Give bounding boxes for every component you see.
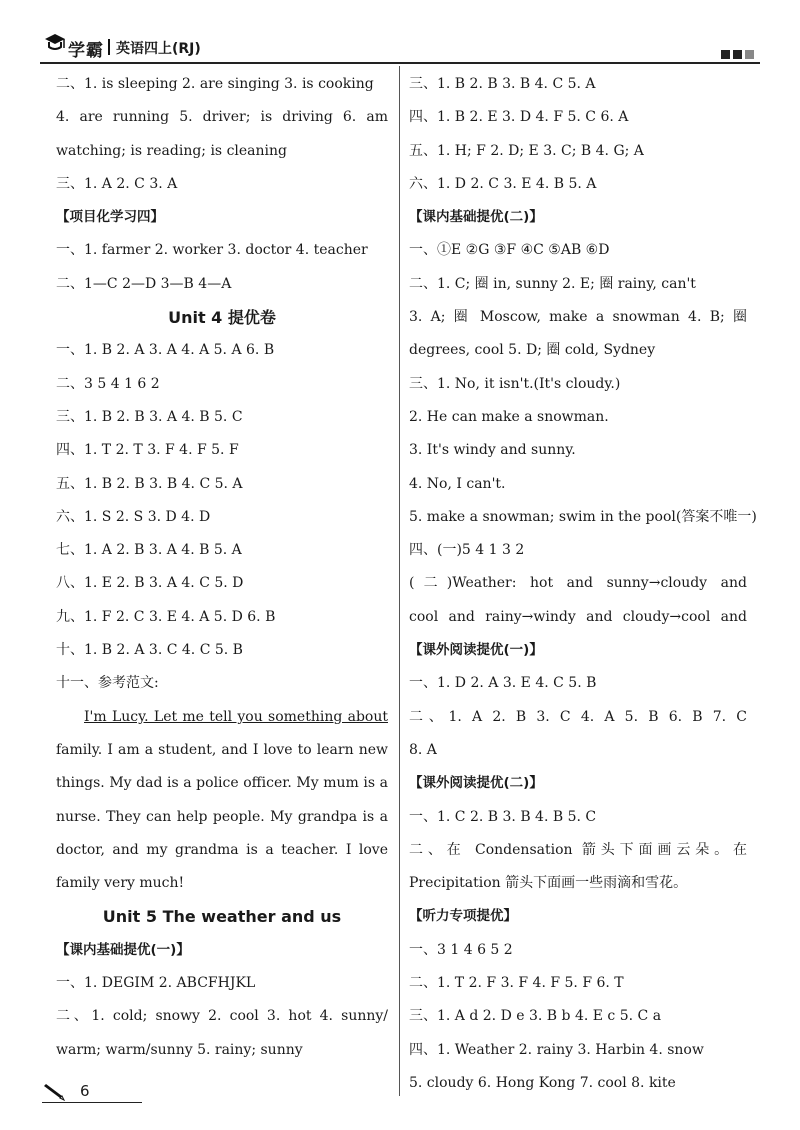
- answer-line: 三、1. No, it isn't.(It's cloudy.): [409, 375, 621, 392]
- answer-line: nurse. They can help people. My grandpa is a: [56, 808, 388, 825]
- answer-line: cool and rainy→windy and cloudy→cool and: [409, 608, 747, 625]
- answer-line: 九、1. F 2. C 3. E 4. A 5. D 6. B: [56, 608, 276, 625]
- answer-line: 二、1—C 2—D 3—B 4—A: [56, 275, 232, 292]
- answer-line: 六、1. D 2. C 3. E 4. B 5. A: [409, 175, 597, 192]
- essay-line: family. I am a student, and I love to learn new: [56, 741, 388, 758]
- answer-line: 8. A: [409, 741, 437, 758]
- left-column: [56, 68, 388, 1067]
- graduation-cap-icon: [44, 32, 66, 56]
- book-subject: 英语四上(RJ): [116, 41, 201, 57]
- answer-line: 四、1. Weather 2. rainy 3. Harbin 4. snow: [409, 1041, 704, 1058]
- pencil-icon: [42, 1082, 68, 1102]
- answer-line: 一、1. C 2. B 3. B 4. B 5. C: [409, 808, 597, 825]
- page-header: [40, 28, 760, 64]
- column-divider: [399, 66, 400, 1096]
- answer-line: 三、1. B 2. B 3. A 4. B 5. C: [56, 408, 243, 425]
- answer-line: 二、在 Condensation 箭头下面画云朵。在: [409, 841, 747, 858]
- section-heading: 【项目化学习四】: [56, 209, 164, 226]
- answer-line: 二、1. T 2. F 3. F 4. F 5. F 6. T: [409, 975, 624, 992]
- answer-line: 4. No, I can't.: [409, 475, 506, 492]
- answer-line: 一、1. D 2. A 3. E 4. C 5. B: [409, 675, 597, 692]
- answer-line: 三、1. A 2. C 3. A: [56, 175, 178, 192]
- answer-line: 一、3 1 4 6 5 2: [409, 941, 513, 958]
- answer-line: 二、3 5 4 1 6 2: [56, 375, 160, 392]
- answer-line: 七、1. A 2. B 3. A 4. B 5. A: [56, 542, 242, 559]
- answer-line: 五、1. H; F 2. D; E 3. C; B 4. G; A: [409, 142, 644, 159]
- answer-line: 十一、参考范文:: [56, 675, 159, 692]
- answer-line: 一、1. B 2. A 3. A 4. A 5. A 6. B: [56, 342, 275, 359]
- answer-line: 4. are running 5. driver; is driving 6. am: [56, 109, 388, 126]
- section-heading: 【听力专项提优】: [409, 908, 517, 925]
- right-column: [409, 68, 757, 1100]
- answer-line: 八、1. E 2. B 3. A 4. C 5. D: [56, 575, 244, 592]
- page-number: 6: [80, 1082, 90, 1100]
- answer-line: 四、(一)5 4 1 3 2: [409, 542, 525, 559]
- answer-line: Precipitation 箭头下面画一些雨滴和雪花。: [409, 875, 688, 892]
- answer-line: 二、1. C; 圈 in, sunny 2. E; 圈 rainy, can't: [409, 275, 696, 292]
- answer-line: 3. It's windy and sunny.: [409, 442, 576, 459]
- answer-line: 2. He can make a snowman.: [409, 408, 609, 425]
- answer-line: doctor, and my grandma is a teacher. I love: [56, 841, 388, 858]
- answer-line: 三、1. B 2. B 3. B 4. C 5. A: [409, 76, 596, 92]
- answer-line: 十、1. B 2. A 3. C 4. C 5. B: [56, 642, 243, 659]
- answer-line: 二、1. is sleeping 2. are singing 3. is cooking: [56, 76, 374, 92]
- answer-line: 一、1. farmer 2. worker 3. doctor 4. teacher: [56, 242, 368, 259]
- answer-line: 一、①E ②G ③F ④C ⑤AB ⑥D: [409, 242, 610, 259]
- essay-underlined-text: I'm Lucy. Let me tell you something about: [84, 708, 388, 725]
- answer-line: 四、1. B 2. E 3. D 4. F 5. C 6. A: [409, 109, 629, 126]
- header-separator: [108, 39, 110, 55]
- answer-line: things. My dad is a police officer. My mum is a: [56, 775, 388, 792]
- answer-line: 五、1. B 2. B 3. B 4. C 5. A: [56, 475, 243, 492]
- answer-line: 六、1. S 2. S 3. D 4. D: [56, 508, 211, 525]
- answer-line: warm; warm/sunny 5. rainy; sunny: [56, 1041, 303, 1058]
- answer-line: degrees, cool 5. D; 圈 cold, Sydney: [409, 342, 656, 359]
- answer-line: 3. A; 圈 Moscow, make a snowman 4. B; 圈: [409, 309, 747, 326]
- section-heading: 【课外阅读提优(一)】: [409, 642, 543, 659]
- answer-line: family very much!: [56, 875, 185, 892]
- answer-line: 四、1. T 2. T 3. F 4. F 5. F: [56, 442, 239, 459]
- answer-line: 一、1. DEGIM 2. ABCFHJKL: [56, 975, 256, 992]
- unit-title: Unit 4 提优卷: [168, 308, 276, 328]
- header-rule: [40, 62, 760, 64]
- answer-line: 二、1. cold; snowy 2. cool 3. hot 4. sunny/: [56, 1008, 388, 1025]
- header-squares: [718, 44, 754, 63]
- section-heading: 【课外阅读提优(二)】: [409, 775, 543, 792]
- answer-line: 5. make a snowman; swim in the pool(答案不唯一): [409, 508, 757, 525]
- section-heading: 【课内基础提优(二)】: [409, 209, 543, 226]
- answer-line: 5. cloudy 6. Hong Kong 7. cool 8. kite: [409, 1074, 676, 1091]
- footer-rule: [42, 1102, 142, 1103]
- answer-line: 二、1. A 2. B 3. C 4. A 5. B 6. B 7. C: [409, 708, 747, 725]
- answer-line: 三、1. A d 2. D e 3. B b 4. E c 5. C a: [409, 1008, 662, 1025]
- answer-line: (二)Weather: hot and sunny→cloudy and: [409, 575, 747, 592]
- unit-title: Unit 5 The weather and us: [102, 907, 342, 927]
- answer-line: watching; is reading; is cleaning: [56, 142, 287, 159]
- essay-line: [56, 701, 388, 734]
- page-footer: [42, 1082, 152, 1102]
- section-heading: 【课内基础提优(一)】: [56, 941, 190, 958]
- brand-logo-text: 学霸: [68, 41, 104, 61]
